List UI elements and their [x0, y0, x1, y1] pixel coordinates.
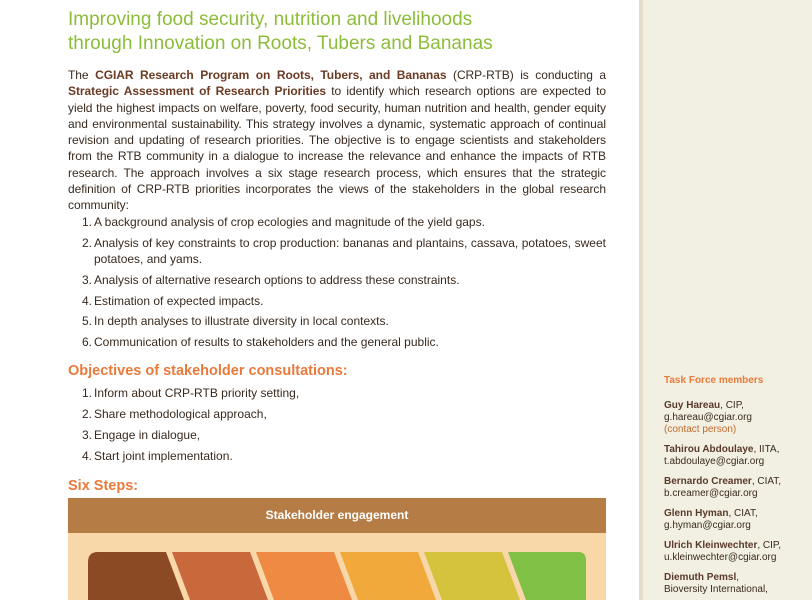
list-item	[82, 334, 606, 350]
intro-text-1: The	[68, 68, 96, 82]
list-item	[82, 406, 606, 422]
intro-paragraph	[68, 67, 606, 214]
step-segment-3	[256, 552, 352, 600]
list-text: A background analysis of crop ecologies and magnitude of the yield gaps.	[94, 215, 485, 229]
member-name: Glenn Hyman	[664, 508, 729, 519]
list-number: 2.	[82, 406, 93, 421]
intro-text-3: to identify which research options are expected to yield the highest impacts on welfare, poverty, food security, human nutrition and health, gender equity and environmental sustainability. This strategy involves a dynamic, systematic approach of continual revision and updating of research priorities. The objective is to engage scientists and stakeholders from the RTB community in a dialogue to increase the relevance and enhance the impacts of RTB research. The approach involves a six stage research process, which ensures that the strategic definition of CRP-RTB priorities incorporates the views of the stakeholders in the global research community:	[68, 84, 606, 213]
member-name: Tahirou Abdoulaye	[664, 444, 754, 455]
list-item	[82, 214, 606, 230]
list-number: 3.	[82, 427, 93, 442]
member-email[interactable]: b.creamer@cgiar.org	[664, 488, 758, 499]
title-line-2: through Innovation on Roots, Tubers and Bananas	[68, 33, 493, 54]
stakeholder-engagement-diagram	[68, 498, 606, 600]
list-text: Share methodological approach,	[94, 406, 267, 421]
member-name: Bernardo Creamer	[664, 476, 752, 487]
list-number: 4.	[82, 293, 93, 308]
member-email[interactable]: u.kleinwechter@cgiar.org	[664, 552, 777, 563]
list-item	[82, 293, 606, 309]
list-number: 1.	[82, 215, 93, 229]
page-title	[68, 8, 628, 56]
member-email[interactable]: t.abdoulaye@cgiar.org	[664, 456, 765, 467]
list-text: Inform about CRP-RTB priority setting,	[94, 386, 300, 400]
list-number: 2.	[82, 235, 93, 250]
member-org: , CIP,	[757, 540, 782, 551]
member-email[interactable]: g.hareau@cgiar.org	[664, 412, 752, 423]
list-item	[82, 272, 606, 288]
member-org: ,	[736, 572, 740, 583]
list-number: 6.	[82, 335, 93, 350]
list-item	[82, 313, 606, 329]
list-text: Analysis of alternative research options to address these constraints.	[94, 272, 460, 287]
intro-text-2: (CRP-RTB) is conducting a	[446, 68, 607, 82]
member-org-detail: Bioversity International,	[664, 584, 768, 595]
member-name: Ulrich Kleinwechter	[664, 540, 758, 551]
member-entry	[664, 476, 804, 500]
member-name: Diemuth Pemsl	[664, 572, 737, 583]
member-entry	[664, 508, 804, 532]
member-entry	[664, 400, 804, 436]
member-org: , CIAT,	[751, 476, 782, 487]
list-text: Engage in dialogue,	[94, 427, 201, 442]
step-segment-6	[508, 552, 586, 600]
objectives-heading: Objectives of stakeholder consultations:	[68, 363, 348, 379]
member-entry	[664, 444, 804, 468]
list-number: 1.	[82, 386, 93, 400]
list-item	[82, 235, 606, 268]
member-entry	[664, 540, 804, 564]
six-steps-chevrons	[88, 552, 586, 600]
member-org: , CIP,	[720, 400, 744, 411]
list-text: Estimation of expected impacts.	[94, 293, 264, 308]
member-org: , CIAT,	[728, 508, 758, 519]
list-item	[82, 427, 606, 443]
list-item	[82, 448, 606, 464]
member-email[interactable]: g.hyman@cgiar.org	[664, 520, 751, 531]
member-org: , IITA,	[753, 444, 780, 455]
list-number: 5.	[82, 314, 93, 329]
intro-program-name: CGIAR Research Program on Roots, Tubers, and Bananas	[95, 68, 447, 82]
intro-assessment-name: Strategic Assessment of Research Priorities	[68, 84, 327, 99]
member-note: (contact person)	[664, 424, 737, 435]
list-text: In depth analyses to illustrate diversity in local contexts.	[94, 314, 389, 329]
objectives-list	[82, 385, 606, 469]
member-name: Guy Hareau	[664, 400, 721, 411]
step-segment-4	[340, 552, 436, 600]
list-number: 3.	[82, 272, 93, 287]
step-segment-2	[172, 552, 268, 600]
member-entry	[664, 572, 804, 596]
six-steps-heading: Six Steps:	[68, 478, 139, 494]
list-text: Analysis of key constraints to crop production: bananas and plantains, cassava, potatoes, sweet potatoes, and yams.	[94, 235, 606, 267]
task-force-members	[664, 400, 804, 604]
task-force-heading: Task Force members	[664, 375, 764, 386]
stakeholder-engagement-bar: Stakeholder engagement	[68, 498, 606, 533]
title-line-1: Improving food security, nutrition and livelihoods	[68, 9, 473, 30]
step-segment-1	[88, 552, 184, 600]
list-text: Start joint implementation.	[94, 448, 233, 463]
step-segment-5	[424, 552, 520, 600]
list-item	[82, 385, 606, 401]
stages-list	[82, 214, 606, 355]
list-text: Communication of results to stakeholders and the general public.	[94, 335, 439, 350]
list-number: 4.	[82, 448, 93, 463]
